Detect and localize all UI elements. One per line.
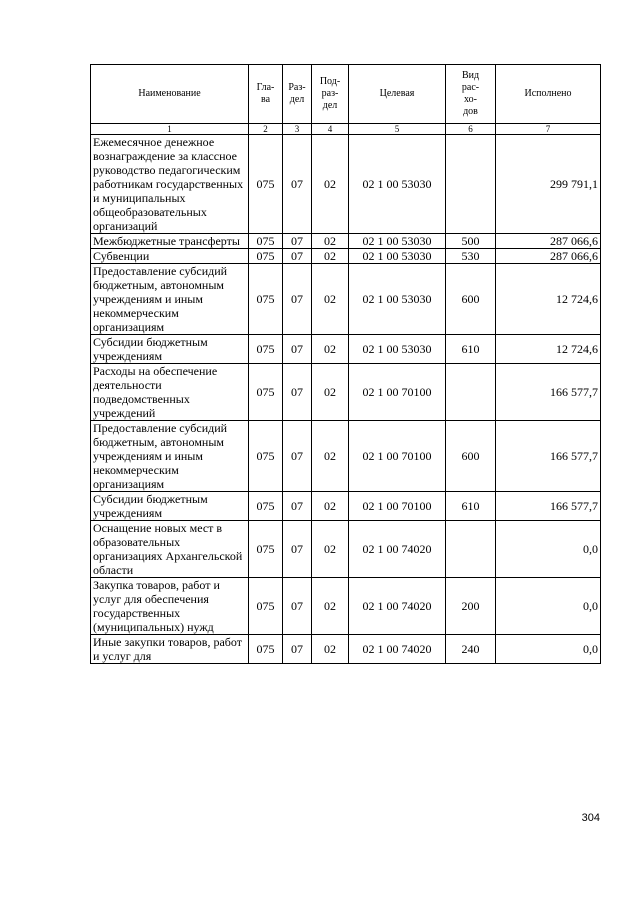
row-name: Предоставление субсидий бюджетным, автономным учреждениям и иным некоммерческим организациям: [91, 421, 249, 492]
row-vid: 600: [446, 264, 496, 335]
row-podrazdel: 02: [312, 335, 349, 364]
row-glava: 075: [249, 364, 283, 421]
page-number: 304: [581, 812, 600, 824]
row-vid: 240: [446, 635, 496, 664]
row-razdel: 07: [283, 421, 312, 492]
row-target: 02 1 00 53030: [349, 335, 446, 364]
column-number: 5: [349, 124, 446, 135]
row-razdel: 07: [283, 234, 312, 249]
row-podrazdel: 02: [312, 421, 349, 492]
row-glava: 075: [249, 421, 283, 492]
row-name: Предоставление субсидий бюджетным, автономным учреждениям и иным некоммерческим организациям: [91, 264, 249, 335]
row-amount: 0,0: [496, 578, 601, 635]
budget-table: [90, 64, 601, 664]
row-name: Оснащение новых мест в образовательных организациях Архангельской области: [91, 521, 249, 578]
row-amount: 287 066,6: [496, 234, 601, 249]
row-name: Субсидии бюджетным учреждениям: [91, 492, 249, 521]
row-podrazdel: 02: [312, 578, 349, 635]
row-amount: 166 577,7: [496, 492, 601, 521]
table-row: [91, 135, 601, 234]
table-row: [91, 578, 601, 635]
row-razdel: 07: [283, 578, 312, 635]
row-amount: 12 724,6: [496, 335, 601, 364]
table-row: [91, 234, 601, 249]
header-name: Наименование: [91, 65, 249, 124]
row-amount: 0,0: [496, 635, 601, 664]
column-number: 7: [496, 124, 601, 135]
row-vid: [446, 135, 496, 234]
column-number: 1: [91, 124, 249, 135]
row-razdel: 07: [283, 264, 312, 335]
row-glava: 075: [249, 335, 283, 364]
row-podrazdel: 02: [312, 249, 349, 264]
column-number: 6: [446, 124, 496, 135]
row-vid: 500: [446, 234, 496, 249]
row-vid: 610: [446, 492, 496, 521]
row-glava: 075: [249, 264, 283, 335]
column-number: 3: [283, 124, 312, 135]
row-name: Субсидии бюджетным учреждениям: [91, 335, 249, 364]
row-glava: 075: [249, 578, 283, 635]
row-name: Иные закупки товаров, работ и услуг для: [91, 635, 249, 664]
table-body: [91, 135, 601, 664]
row-podrazdel: 02: [312, 521, 349, 578]
row-name: Ежемесячное денежное вознаграждение за классное руководство педагогическим работникам государственных и муниципальных общеобразовательных организаций: [91, 135, 249, 234]
row-vid: [446, 521, 496, 578]
row-podrazdel: 02: [312, 364, 349, 421]
table-row: [91, 635, 601, 664]
table-row: [91, 492, 601, 521]
row-amount: 0,0: [496, 521, 601, 578]
row-target: 02 1 00 70100: [349, 364, 446, 421]
row-amount: 299 791,1: [496, 135, 601, 234]
column-number: 4: [312, 124, 349, 135]
row-podrazdel: 02: [312, 635, 349, 664]
row-target: 02 1 00 53030: [349, 234, 446, 249]
row-target: 02 1 00 53030: [349, 249, 446, 264]
row-vid: 610: [446, 335, 496, 364]
row-target: 02 1 00 74020: [349, 578, 446, 635]
row-razdel: 07: [283, 249, 312, 264]
row-amount: 166 577,7: [496, 421, 601, 492]
row-name: Субвенции: [91, 249, 249, 264]
header-row: [91, 65, 601, 124]
table-row: [91, 364, 601, 421]
header-vid-text: Вид рас- хо- дов: [461, 70, 480, 117]
row-podrazdel: 02: [312, 234, 349, 249]
row-target: 02 1 00 70100: [349, 421, 446, 492]
row-razdel: 07: [283, 364, 312, 421]
header-podrazdel: [312, 65, 349, 124]
header-razdel-text: Раз- дел: [288, 82, 306, 105]
row-target: 02 1 00 53030: [349, 135, 446, 234]
row-target: 02 1 00 74020: [349, 521, 446, 578]
column-number-row: [91, 124, 601, 135]
table-row: [91, 421, 601, 492]
table-row: [91, 521, 601, 578]
row-amount: 166 577,7: [496, 364, 601, 421]
header-target: Целевая: [349, 65, 446, 124]
row-name: Межбюджетные трансферты: [91, 234, 249, 249]
header-razdel: [283, 65, 312, 124]
row-vid: 200: [446, 578, 496, 635]
row-razdel: 07: [283, 635, 312, 664]
header-glava-text: Гла- ва: [256, 82, 275, 105]
row-glava: 075: [249, 635, 283, 664]
row-glava: 075: [249, 249, 283, 264]
row-podrazdel: 02: [312, 492, 349, 521]
row-glava: 075: [249, 234, 283, 249]
row-podrazdel: 02: [312, 264, 349, 335]
column-number: 2: [249, 124, 283, 135]
header-executed: Исполнено: [496, 65, 601, 124]
row-glava: 075: [249, 492, 283, 521]
row-podrazdel: 02: [312, 135, 349, 234]
row-razdel: 07: [283, 521, 312, 578]
table-row: [91, 249, 601, 264]
row-razdel: 07: [283, 335, 312, 364]
row-amount: 12 724,6: [496, 264, 601, 335]
row-glava: 075: [249, 521, 283, 578]
row-name: Закупка товаров, работ и услуг для обеспечения государственных (муниципальных) нужд: [91, 578, 249, 635]
row-vid: 600: [446, 421, 496, 492]
row-razdel: 07: [283, 492, 312, 521]
row-glava: 075: [249, 135, 283, 234]
table-row: [91, 264, 601, 335]
row-target: 02 1 00 70100: [349, 492, 446, 521]
row-amount: 287 066,6: [496, 249, 601, 264]
row-vid: [446, 364, 496, 421]
header-podrazdel-text: Под- раз- дел: [319, 76, 341, 111]
row-target: 02 1 00 74020: [349, 635, 446, 664]
header-glava: [249, 65, 283, 124]
row-vid: 530: [446, 249, 496, 264]
table-row: [91, 335, 601, 364]
row-name: Расходы на обеспечение деятельности подведомственных учреждений: [91, 364, 249, 421]
row-target: 02 1 00 53030: [349, 264, 446, 335]
header-vid: [446, 65, 496, 124]
row-razdel: 07: [283, 135, 312, 234]
